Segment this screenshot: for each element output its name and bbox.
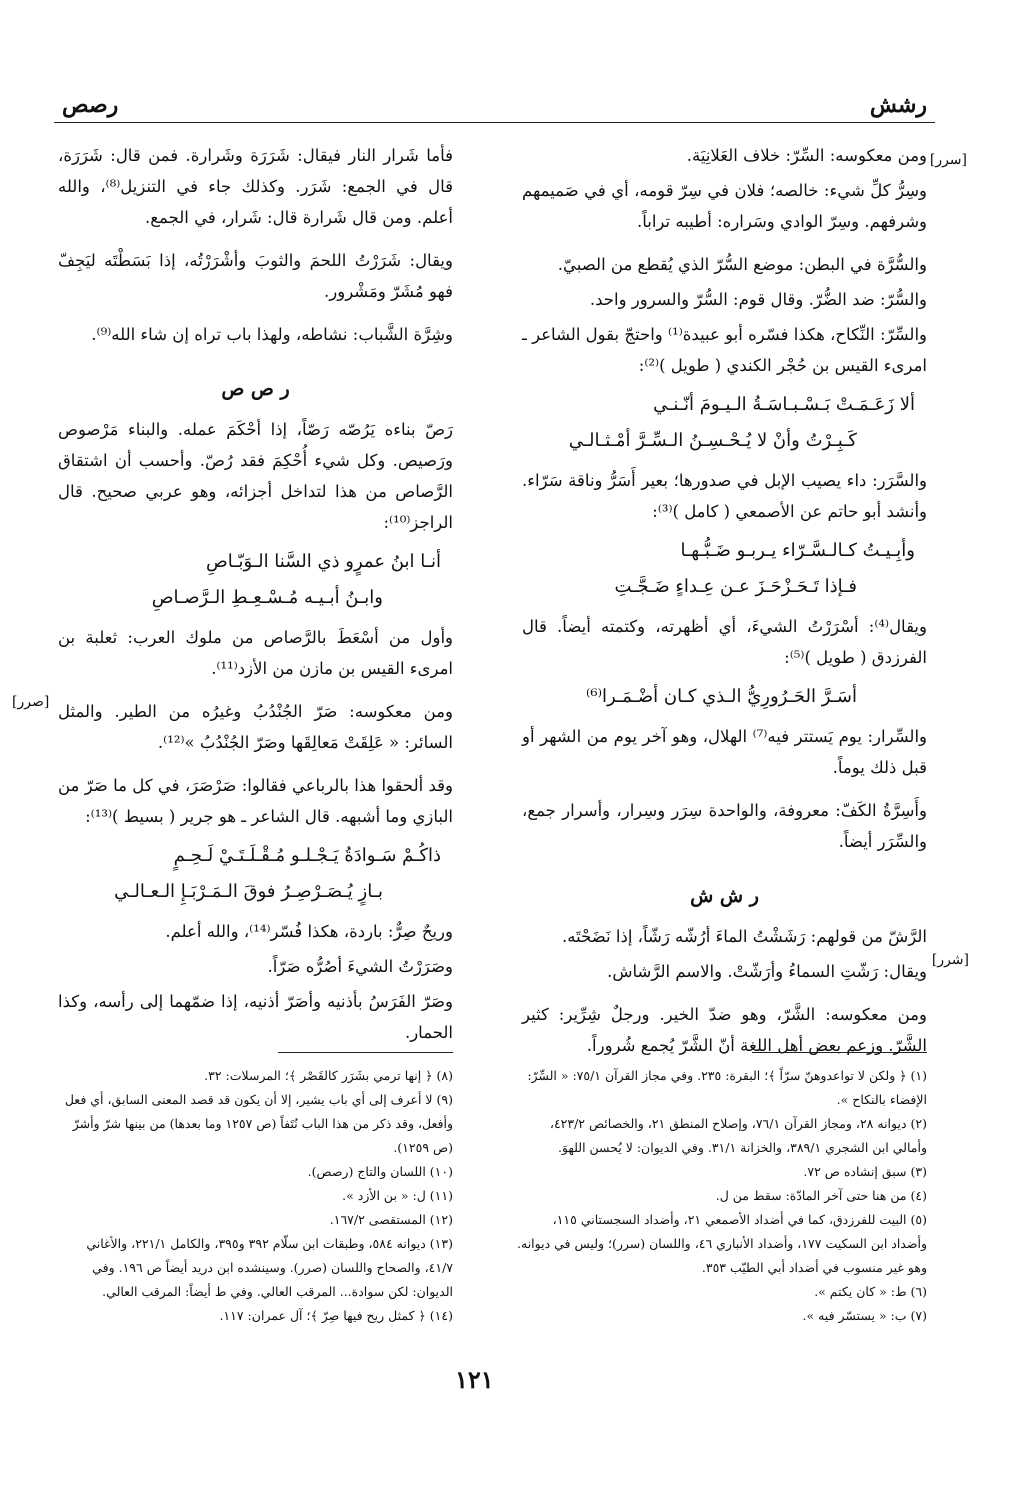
verse-hemistich: وابـنُ أبـيـه مُـسْـعِـطِ الـرَّصـاصِ xyxy=(151,587,383,608)
verse-hemistich: فـإذا تَـحَـزْحَـزَ عـن عِـداءٍ ضَـجَّـتِ xyxy=(614,576,857,597)
entry-heading: ر ص ص xyxy=(221,378,290,400)
verse-hemistich: وأبِـيـتُ كـالـسَّـرّاء يـربـو ضَـبُّـهـا xyxy=(680,540,915,561)
verse xyxy=(522,387,927,459)
root-tag: [شرر] xyxy=(931,952,969,968)
footnote: (١٤) ﴿ كمثل ريح فيها صِرّ ﴾؛ آل عمران: ١١٧. xyxy=(219,1308,453,1323)
paragraph: ومن معكوسه: صَرّ الجُنْدُبُ وغيرُه من الطير. والمثل السائر: « عَلِقَتْ مَعالِقَها وصَرّ الجُنْدُبُ »⁽¹²⁾. xyxy=(58,702,453,752)
paragraph: وسِرُّ كلِّ شيء: خالصه؛ فلان في سِرّ قومه، أي في صَميمهم وشرفهم. وسِرّ الوادي وسَراره: أطيبه تراباً. xyxy=(522,181,927,231)
verse-hemistich: بـازٍ يُـصَـرْصِـرُ فوقَ الـمَـرْبَـإِ الـعـالـي xyxy=(114,881,383,902)
footnote: (١١) ل: « بن الأزد ». xyxy=(342,1188,453,1203)
footnote-rule xyxy=(278,1052,453,1053)
paragraph: وصَرّ الفَرَسُ بأذنيه وأصَرّ أذنيه، إذا ضمّهما إلى رأسه، وكذا الحمار. xyxy=(58,992,453,1042)
paragraph: ويقال: رَشّتِ السماءُ وأرَشّتْ. والاسم الرَّشاش. xyxy=(607,962,927,981)
paragraph: ومن معكوسه: الشَّرّ، وهو ضدّ الخير. ورجلٌ شِرِّير: كثير الشَّرّ. وزعم بعض أهل اللغة أنّ الشَّرّ يُجمع شُروراً. xyxy=(522,1005,927,1055)
paragraph: فأما شَرار النار فيقال: شَرَرَة وشَرارة. فمن قال: شَرَرَة، قال في الجمع: شَرَر. وكذلك جاء في التنزيل⁽⁸⁾، والله أعلم. ومن قال شَرارة قال: شَرار، في الجمع. xyxy=(58,146,453,227)
footnote: (١٢) المستقصى ١٦٧/٢. xyxy=(329,1212,453,1227)
paragraph: وقد ألحقوا هذا بالرباعي فقالوا: صَرْصَرَ، في كل ما صَرّ من البازي وما أشبهه. قال الشاعر ـ هو جرير ( بسيط )⁽¹³⁾: xyxy=(58,776,453,826)
paragraph: وأَسِرَّةُ الكَفّ: معروفة، والواحدة سِرَر وسِرار، وأسرار جمع، والسِّرَر أيضاً. xyxy=(522,801,927,851)
footnote: (٦) ط: « كان يكتم ». xyxy=(814,1284,927,1299)
verse-hemistich: كَـبِـرْتُ وأنْ لا يُـحْـسِـنُ الـسِّـرَّ أمْـثـالـي xyxy=(568,430,857,451)
root-tag: [سرر] xyxy=(929,152,967,168)
footnote: (٨) ﴿ إنها ترمي بشَرَر كالقَصْر ﴾؛ المرسلات: ٣٢. xyxy=(204,1068,453,1083)
header-right-title: رشش xyxy=(869,92,927,118)
verse xyxy=(522,533,927,605)
verse-hemistich: أسَـرَّ الحَـرُورِيُّ الـذي كـان أضْـمَـرا⁽⁶⁾ xyxy=(585,686,857,707)
paragraph: ومن معكوسه: السِّرّ: خلاف العَلانِيَة. xyxy=(686,146,927,165)
paragraph: والسِّرّ: النِّكاح، هكذا فسّره أبو عبيدة⁽¹⁾ واحتجّ بقول الشاعر ـ امرىء القيس بن حُجْر الكندي ( طويل )⁽²⁾: xyxy=(522,325,927,375)
paragraph: والسَّرَر: داء يصيب الإبل في صدورها؛ بعير أَسَرُّ وناقة سَرّاء. وأنشد أبو حاتم عن الأصمعي ( كامل )⁽³⁾: xyxy=(522,471,927,521)
page-number: ١٢١ xyxy=(455,1365,494,1394)
footnote-rule xyxy=(752,1052,927,1053)
verse-hemistich: ذاكُـمْ سَـوادَةُ يَـجْـلـو مُـقْـلَـتَـيْ لَـحِـمٍ xyxy=(173,845,441,866)
footnote: (٩) لا أعرف إلى أي باب يشير، إلا أن يكون قد قصد المعنى السابق، أي فعل وأفعل، وقد ذكر من هذا الباب نُتَفاً (ص ١٢٥٧ وما بعدها) من بينها شرّ وأشرّ (ص ١٢٥٩). xyxy=(64,1092,453,1155)
paragraph: والسِّرار: يوم يَستتر فيه⁽⁷⁾ الهلال، وهو آخر يوم من الشهر أو قبل ذلك يوماً. xyxy=(522,727,927,777)
verse-hemistich: ألا زَعَـمَـتْ بَـسْـبـاسَـةُ الـيـومَ أنّـنـي xyxy=(653,394,915,415)
verse xyxy=(522,679,927,715)
footnotes-left xyxy=(58,1064,453,1328)
root-tag: [صرر] xyxy=(12,694,50,710)
right-column xyxy=(522,140,927,1065)
entry-heading: ر ش ش xyxy=(690,885,759,907)
verse-hemistich: أنـا ابنُ عمرٍو ذي السَّنا الـوَبّـاصِ xyxy=(205,551,441,572)
header-rule xyxy=(54,122,935,123)
paragraph: والسُّرَّة في البطن: موضع السُّرّ الذي يُقطع من الصبيّ. xyxy=(557,255,927,274)
paragraph: ويقال⁽⁴⁾: أسْرَرْتُ الشيءَ، أي أظهرته، وكتمته أيضاً. قال الفرزدق ( طويل )⁽⁵⁾: xyxy=(522,617,927,667)
footnote: (٥) البيت للفرزدق، كما في أضداد الأصمعي ٢١، وأضداد السجستاني ١١٥، وأضداد ابن السكيت ١٧٧، وأضداد الأنباري ٤٦، واللسان (سرر)؛ وليس في ديوانه. وهو غير منسوب في أضداد أبي الطيّب ٣٥٣. xyxy=(517,1212,927,1275)
paragraph: ويقال: شَرَرْتُ اللحمَ والثوبَ وأشْرَرْتُه، إذا بَسَطْتَه ليَجِفّ فهو مُشَرّ ومَشْرور. xyxy=(58,251,453,301)
paragraph: والسُّرّ: ضد الضُّرّ. وقال قوم: السُّرّ والسرور واحد. xyxy=(589,290,927,309)
footnote: (١) ﴿ ولكن لا تواعدوهنّ سرّاً ﴾؛ البقرة: ٢٣٥. وفي مجاز القرآن ٧٥/١: « السِّرّ: الإفضاء بالنكاح ». xyxy=(527,1068,927,1107)
paragraph: وريحٌ صِرٌّ: باردة، هكذا فُسّر⁽¹⁴⁾، والله أعلم. xyxy=(165,922,453,941)
verse xyxy=(58,544,453,616)
left-column xyxy=(58,140,453,1052)
verse xyxy=(58,838,453,910)
footnote: (١٠) اللسان والتاج (رصص). xyxy=(307,1164,453,1179)
footnote: (٢) ديوانه ٢٨، ومجاز القرآن ٧٦/١، وإصلاح المنطق ٢١، والخصائص ٤٢٣/٢، وأمالي ابن الشجري ٣٨٩/١، والخزانة ٣١/١. وفي الديوان: لا يُحسن اللهوَ. xyxy=(549,1116,927,1155)
footnote: (٤) من هنا حتى آخر المادّة: سقط من ل. xyxy=(715,1188,927,1203)
paragraph: وأول من أسْعَطَ بالرَّصاص من ملوك العرب: ثعلبة بن امرىء القيس بن مازن من الأزد⁽¹¹⁾. xyxy=(58,628,453,678)
paragraph: وصَرَرْتُ الشيءَ أصُرُّه صَرّاً. xyxy=(267,957,453,976)
footnote: (٧) ب: « يستسّر فيه ». xyxy=(802,1308,927,1323)
footnote: (١٣) ديوانه ٥٨٤، وطبقات ابن سلّام ٣٩٢ و٣٩٥، والكامل ٢٢١/١، والأغاني ٤١/٧، والصحاح واللسان (صرر). وسينشده ابن دريد أيضاً ص ١٩٦. وفي الديوان: لكن سوادة... المرقب العالي. وفي ط أيضاً: المرقب العالي. xyxy=(86,1236,453,1299)
footnotes-right xyxy=(517,1064,927,1328)
paragraph: رَصّ بناءه يَرُصّه رَصّاً، إذا أحْكَمَ عمله. والبناء مَرْصوص ورَصيص. وكل شيء أُحْكِمَ فقد رُصّ. وأحسب أن اشتقاق الرَّصاص من هذا لتداخل أجزائه، وهو عربي صحيح. قال الراجز⁽¹⁰⁾: xyxy=(58,420,453,532)
footnote: (٣) سبق إنشاده ص ٧٢. xyxy=(803,1164,927,1179)
header-left-title: رصص xyxy=(62,92,119,118)
paragraph: الرَّشّ من قولهم: رَشَشْتُ الماءَ أرُشّه رَشّاً، إذا نَضَحْتَه. xyxy=(562,927,927,946)
paragraph: وشِرَّة الشَّباب: نشاطه، ولهذا باب تراه إن شاء الله⁽⁹⁾. xyxy=(91,325,453,344)
